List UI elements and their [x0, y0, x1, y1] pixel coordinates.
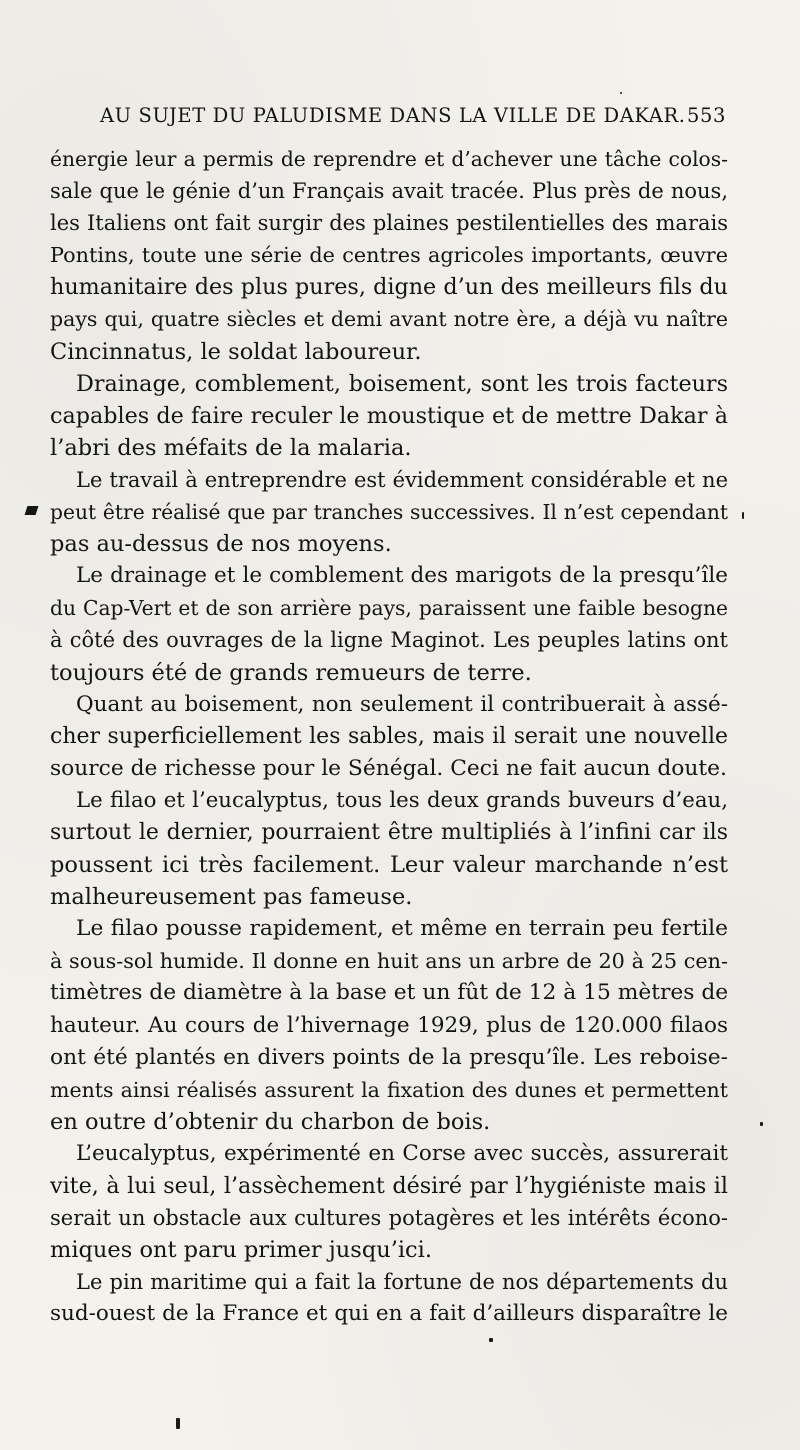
text-line: Le pin maritime qui a fait la fortune de nos départements du	[76, 1270, 728, 1295]
text-line: capables de faire reculer le moustique et de mettre Dakar à	[50, 402, 728, 429]
text-line: peut être réalisé que par tranches successives. Il n’est cependant	[50, 500, 728, 525]
text-line: Le filao et l’eucalyptus, tous les deux grands buveurs d’eau,	[76, 787, 728, 813]
text-line: cher superficiellement les sables, mais il serait une nouvelle	[50, 723, 728, 749]
text-line: les Italiens ont fait surgir des plaines pestilentielles des marais	[50, 211, 728, 236]
text-line: surtout le dernier, pourraient être multipliés à l’infini car ils	[50, 819, 728, 845]
running-header	[100, 104, 726, 134]
text-line: Le drainage et le comblement des marigots de la presqu’île	[76, 563, 728, 589]
text-line: poussent ici très facilement. Leur valeur marchande n’est	[50, 852, 728, 879]
text-line: humanitaire des plus pures, digne d’un des meilleurs fils du	[50, 274, 728, 301]
text-line: à sous-sol humide. Il donne en huit ans un arbre de 20 à 25 cen-	[50, 949, 728, 974]
body-text	[50, 143, 728, 1330]
text-line: du Cap-Vert et de son arrière pays, paraissent une faible besogne	[50, 596, 728, 621]
text-line: hauteur. Au cours de l’hivernage 1929, plus de 120.000 filaos	[50, 1012, 728, 1038]
ink-speck	[489, 1338, 493, 1342]
text-line: vite, à lui seul, l’assèchement désiré par l’hygiéniste mais il	[50, 1173, 728, 1199]
ink-speck	[176, 1418, 180, 1429]
text-line: Le filao pousse rapidement, et même en terrain peu fertile	[76, 916, 728, 942]
text-line: Pontins, toute une série de centres agricoles importants, œuvre	[50, 243, 728, 268]
text-line: en outre d’obtenir du charbon de bois.	[50, 1108, 491, 1135]
ink-speck	[760, 1122, 763, 1126]
text-line: Drainage, comblement, boisement, sont les trois facteurs	[76, 370, 728, 397]
margin-ink-mark	[25, 506, 39, 515]
text-line: Cincinnatus, le soldat laboureur.	[50, 338, 422, 365]
text-line: timètres de diamètre à la base et un fût de 12 à 15 mètres de	[50, 980, 728, 1006]
text-line: source de richesse pour le Sénégal. Ceci ne fait aucun doute.	[50, 755, 727, 781]
text-line: malheureusement pas fameuse.	[50, 884, 413, 911]
text-line: Le travail à entreprendre est évidemment considérable et ne	[76, 467, 728, 492]
text-line: l’abri des méfaits de la malaria.	[50, 434, 412, 461]
text-line: miques ont paru primer jusqu’ici.	[50, 1237, 433, 1264]
text-line: Quant au boisement, non seulement il contribuerait à assé-	[76, 691, 728, 717]
header-title: AU SUJET DU PALUDISME DANS LA VILLE DE DAKAR.	[100, 104, 686, 127]
text-line: toujours été de grands remueurs de terre.	[50, 659, 532, 686]
ink-speck	[742, 512, 744, 519]
text-line: pas au-dessus de nos moyens.	[50, 531, 392, 558]
text-line: serait un obstacle aux cultures potagères et les intérêts écono-	[50, 1206, 728, 1231]
page-number: 553	[686, 104, 726, 127]
text-line: pays qui, quatre siècles et demi avant notre ère, a déjà vu naître	[50, 307, 728, 332]
text-line: sale que le génie d’un Français avait tracée. Plus près de nous,	[50, 179, 728, 204]
text-line: ont été plantés en divers points de la presqu’île. Les reboise-	[50, 1044, 728, 1070]
text-line: énergie leur a permis de reprendre et d’achever une tâche colos-	[50, 147, 728, 171]
ink-speck	[620, 92, 622, 94]
text-line: ments ainsi réalisés assurent la fixation des dunes et permettent	[50, 1077, 728, 1102]
text-line: sud-ouest de la France et qui en a fait d’ailleurs disparaître le	[50, 1301, 728, 1327]
text-line: L’eucalyptus, expérimenté en Corse avec succès, assurerait	[76, 1140, 728, 1166]
text-line: à côté des ouvrages de la ligne Maginot. Les peuples latins ont	[50, 628, 728, 653]
